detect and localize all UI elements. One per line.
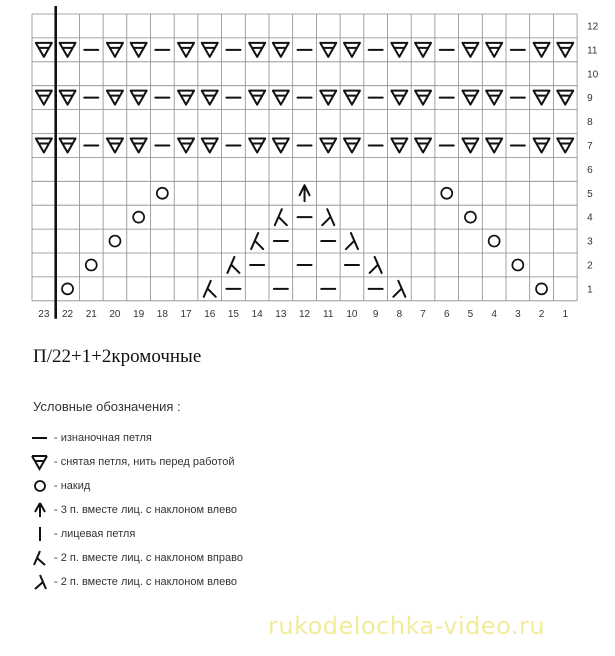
column-label: 16 (204, 308, 216, 320)
row-label: 10 (587, 69, 599, 81)
column-label: 14 (251, 308, 263, 320)
column-label: 22 (61, 308, 74, 320)
slipped-stitch-symbol (107, 91, 123, 105)
column-label: 9 (372, 308, 379, 320)
k2tog-right-symbol (227, 257, 239, 273)
slipped-stitch-symbol (557, 43, 573, 57)
slipped-stitch-symbol (391, 91, 407, 105)
slipped-stitch-symbol (415, 91, 431, 105)
k2tog-left-icon (30, 572, 50, 592)
slipped-stitch-symbol (202, 138, 218, 152)
slipped-stitch-symbol (415, 43, 431, 57)
legend-label: - снятая петля, нить перед работой (54, 456, 235, 468)
k2tog-right-icon (30, 548, 50, 568)
slipped-stitch-symbol (131, 138, 147, 152)
slipped-stitch-symbol (273, 43, 289, 57)
yarn-over-symbol (157, 188, 168, 199)
yarn-over-symbol (62, 283, 73, 294)
column-label: 10 (346, 308, 358, 320)
legend-label: - изнаночная петля (54, 432, 152, 444)
slipped-stitch-symbol (273, 138, 289, 152)
legend-label: - 3 п. вместе лиц. с наклоном влево (54, 504, 238, 516)
legend-item-k2tog-right (30, 546, 243, 570)
row-label: 6 (587, 164, 593, 176)
yarn-over-icon (30, 476, 50, 496)
slipped-stitch-symbol (486, 43, 502, 57)
slipped-stitch-symbol (320, 91, 336, 105)
k2tog-right-symbol (251, 233, 263, 249)
legend-label: - накид (54, 480, 91, 492)
pattern-repeat-formula: П/22+1+2кромочные (33, 346, 202, 367)
column-label: 12 (298, 308, 311, 320)
legend-item-purl (30, 426, 243, 450)
column-label: 15 (227, 308, 240, 320)
knit-stitch-icon (30, 524, 50, 544)
slipped-stitch-symbol (486, 91, 502, 105)
column-label: 6 (443, 308, 450, 320)
row-label: 2 (587, 260, 593, 272)
legend-item-yo (30, 474, 243, 498)
slipped-stitch-symbol (344, 91, 360, 105)
k2tog-left-symbol (346, 233, 358, 249)
row-label: 11 (587, 45, 598, 57)
yarn-over-symbol (109, 236, 120, 247)
slipped-stitch-symbol (534, 138, 550, 152)
yarn-over-symbol (489, 236, 500, 247)
column-label: 2 (538, 308, 545, 320)
watermark: rukodelochka-video.ru (268, 612, 546, 640)
column-label: 7 (420, 308, 426, 320)
row-label: 1 (587, 284, 593, 296)
legend-label: - 2 п. вместе лиц. с наклоном влево (54, 576, 238, 588)
slipped-stitch-symbol (249, 91, 265, 105)
slipped-stitch-symbol (344, 138, 360, 152)
column-label: 20 (109, 308, 121, 320)
k2tog-right-symbol (204, 281, 216, 297)
slipped-stitch-symbol (557, 138, 573, 152)
legend-item-k2tog-left (30, 570, 243, 594)
legend-title: Условные обозначения : (33, 399, 181, 414)
slipped-stitch-symbol (320, 43, 336, 57)
row-label: 12 (587, 21, 599, 33)
slipped-stitch-symbol (131, 43, 147, 57)
slipped-stitch-symbol (249, 43, 265, 57)
slipped-stitch-symbol (178, 138, 194, 152)
legend-item-slip (30, 450, 243, 474)
slipped-stitch-symbol (107, 43, 123, 57)
column-label: 13 (275, 308, 287, 320)
column-label: 21 (85, 308, 97, 320)
k3tog-left-icon (30, 500, 50, 520)
slipped-stitch-symbol (273, 91, 289, 105)
slipped-stitch-symbol (60, 91, 76, 105)
row-label: 5 (587, 188, 593, 200)
row-label: 7 (587, 140, 593, 152)
slipped-stitch-symbol (60, 138, 76, 152)
column-label: 23 (38, 308, 50, 320)
slipped-stitch-symbol (462, 138, 478, 152)
slipped-stitch-symbol (320, 138, 336, 152)
row-label: 9 (587, 93, 593, 105)
column-labels (38, 309, 568, 320)
chart-symbols (36, 43, 573, 297)
slipped-stitch-symbol (36, 138, 52, 152)
slipped-stitch-symbol (178, 91, 194, 105)
slipped-stitch-symbol (249, 138, 265, 152)
slipped-stitch-symbol (202, 91, 218, 105)
row-label: 8 (587, 117, 593, 129)
slipped-stitch-symbol (60, 43, 76, 57)
slipped-stitch-symbol (107, 138, 123, 152)
slipped-stitch-symbol (534, 91, 550, 105)
legend-item-k3tog (30, 498, 243, 522)
slipped-stitch-symbol (36, 91, 52, 105)
legend-item-knit (30, 522, 243, 546)
column-label: 19 (133, 308, 145, 320)
yarn-over-symbol (441, 188, 452, 199)
slipped-stitch-symbol (415, 138, 431, 152)
column-label: 4 (491, 308, 497, 320)
column-label: 18 (156, 308, 168, 320)
slipped-stitch-symbol (391, 43, 407, 57)
row-label: 4 (587, 212, 593, 224)
slipped-stitch-symbol (344, 43, 360, 57)
k2tog-left-symbol (322, 209, 334, 225)
purl-icon (30, 428, 50, 448)
yarn-over-symbol (465, 212, 476, 223)
slipped-stitch-symbol (462, 91, 478, 105)
k2tog-left-symbol (370, 257, 382, 273)
slipped-stitch-symbol (178, 43, 194, 57)
column-label: 5 (467, 308, 474, 320)
slipped-stitch-icon (30, 452, 50, 472)
column-label: 17 (180, 308, 192, 320)
slipped-stitch-symbol (557, 91, 573, 105)
yarn-over-symbol (536, 283, 547, 294)
slipped-stitch-symbol (131, 91, 147, 105)
slipped-stitch-symbol (36, 43, 52, 57)
row-label: 3 (587, 236, 593, 248)
chart-grid (32, 14, 577, 301)
k3tog-left-symbol (300, 185, 310, 201)
slipped-stitch-symbol (462, 43, 478, 57)
legend-label: - 2 п. вместе лиц. с наклоном вправо (54, 552, 243, 564)
slipped-stitch-symbol (486, 138, 502, 152)
yarn-over-symbol (512, 259, 523, 270)
slipped-stitch-symbol (534, 43, 550, 57)
column-label: 11 (323, 308, 334, 320)
k2tog-right-symbol (275, 209, 287, 225)
yarn-over-symbol (133, 212, 144, 223)
column-label: 1 (562, 308, 569, 320)
column-label: 8 (396, 308, 403, 320)
row-labels (587, 21, 599, 295)
slipped-stitch-symbol (202, 43, 218, 57)
legend (30, 426, 243, 594)
legend-label: - лицевая петля (54, 528, 136, 540)
k2tog-left-symbol (393, 281, 405, 297)
yarn-over-symbol (86, 259, 97, 270)
slipped-stitch-symbol (391, 138, 407, 152)
column-label: 3 (515, 308, 521, 320)
